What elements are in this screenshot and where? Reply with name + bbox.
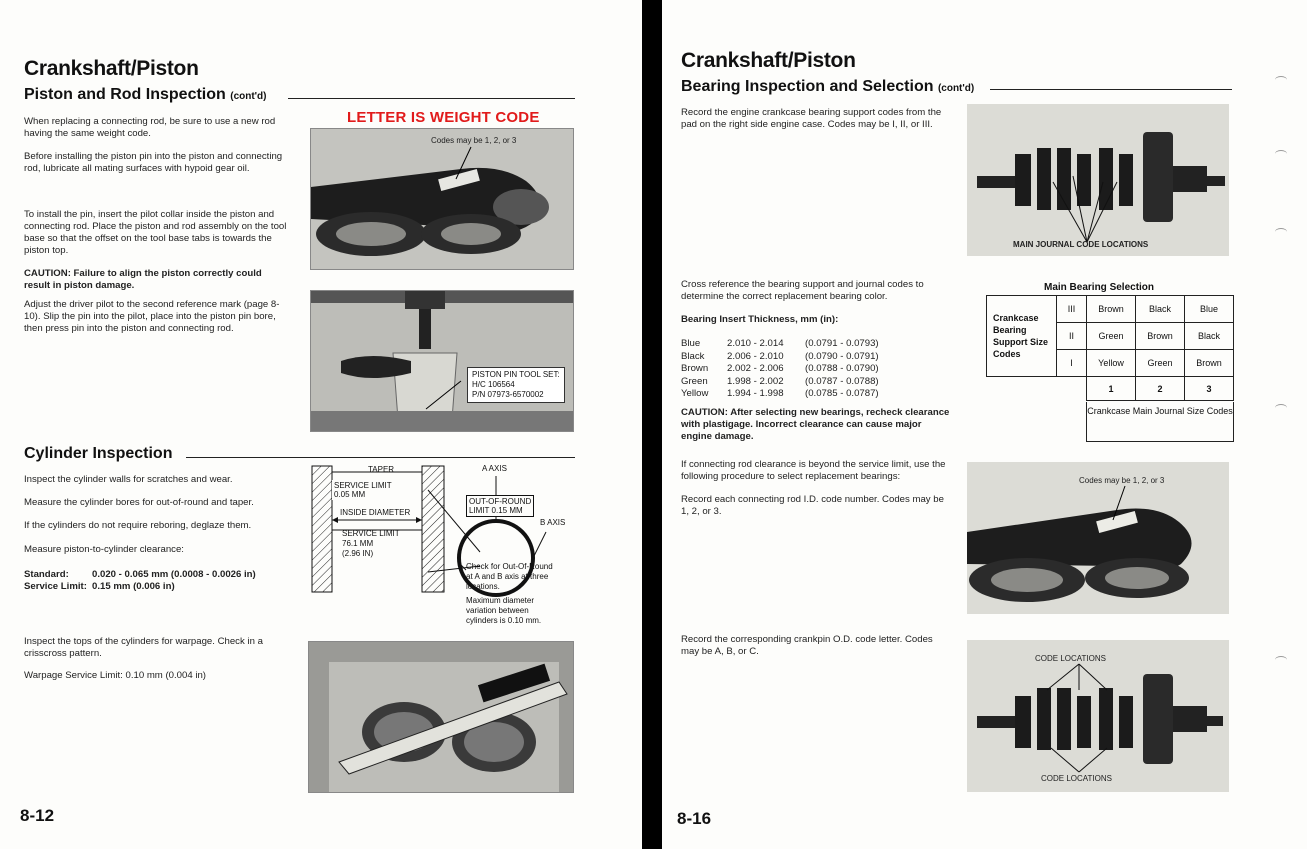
para-driver-pilot: Adjust the driver pilot to the second reference mark (page 8-10). Slip the pin into the pilot, place into the piston pin bore, then press pin into the piston and connecting rod. (24, 299, 280, 334)
para-rod-id-code: Record each connecting rod I.D. code number. Codes may be 1, 2, or 3. (681, 494, 944, 517)
para-rod-replace: When replacing a connecting rod, be sure to use a new rod having the same weight code. (24, 116, 276, 139)
warpage-check-image (309, 642, 574, 793)
journal-code: 1 (1087, 377, 1136, 401)
para-deglaze: If the cylinders do not require reboring, deglaze them. (24, 520, 252, 531)
rod-code-caption: Codes may be 1, 2, or 3 (1079, 476, 1165, 485)
support-codes-header: Crankcase Bearing Support Size Codes (987, 296, 1057, 377)
main-bearing-table (986, 295, 1234, 401)
section-heading-bearing: Bearing Inspection and Selection (cont'd) (681, 78, 975, 95)
para-lubricate: Before installing the piston pin into the piston and connecting rod, lubricate all mating surfaces with hypoid gear oil. (24, 151, 283, 174)
right-page (662, 0, 1307, 849)
left-page-number: 8-12 (20, 806, 55, 825)
para-rod-clearance: If connecting rod clearance is beyond the service limit, use the following procedure to select replacement bearings: (681, 459, 946, 482)
main-journal-code-label: MAIN JOURNAL CODE LOCATIONS (1013, 240, 1149, 249)
inside-diameter-label: INSIDE DIAMETER (340, 508, 411, 517)
bearing-cell: Green (1136, 350, 1185, 377)
weight-code-caption: Codes may be 1, 2, or 3 (431, 136, 517, 145)
left-page-title: Crankshaft/Piston (24, 57, 199, 80)
bearing-cell: Green (1087, 323, 1136, 350)
table-title: Main Bearing Selection (1044, 282, 1155, 293)
out-of-round-label: OUT-OF-ROUND LIMIT 0.15 MM (466, 495, 534, 517)
weight-code-banner: LETTER IS WEIGHT CODE (347, 109, 540, 126)
thickness-row: Yellow 1.994 - 1.998 (0.0785 - 0.0787) (681, 388, 879, 399)
piston-pin-tool-photo (310, 290, 574, 432)
para-cylinder-bores: Measure the cylinder bores for out-of-round and taper. (24, 497, 254, 508)
standard-label: Standard: (24, 569, 69, 580)
crankshaft-image (967, 104, 1229, 256)
service-limit-a: SERVICE LIMIT 0.05 MM (334, 481, 392, 499)
warpage-limit: Warpage Service Limit: 0.10 mm (0.004 in) (24, 670, 206, 681)
code-locations-bottom: CODE LOCATIONS (1041, 774, 1112, 783)
caution-align: CAUTION: Failure to align the piston correctly could result in piston damage. (24, 268, 262, 291)
thickness-row: Black 2.006 - 2.010 (0.0790 - 0.0791) (681, 350, 879, 362)
para-clearance: Measure piston-to-cylinder clearance: (24, 544, 184, 555)
support-code: II (1057, 323, 1087, 350)
max-diameter-note: Maximum diameter variation between cylinders is 0.10 mm. (466, 596, 542, 625)
edge-mark (1275, 150, 1287, 158)
journal-codes-caption: Crankcase Main Journal Size Codes (1086, 402, 1234, 442)
thickness-heading: Bearing Insert Thickness, mm (in): (681, 314, 839, 325)
bearing-cell: Blue (1185, 296, 1234, 323)
connecting-rod-photo (310, 128, 574, 270)
crankpin-photo (967, 640, 1229, 792)
journal-code-row (987, 377, 1234, 401)
bearing-cell: Yellow (1087, 350, 1136, 377)
service-limit-value: 0.15 mm (0.006 in) (92, 581, 175, 592)
a-axis-label: A AXIS (482, 464, 507, 473)
piston-pin-tool-image (311, 291, 574, 432)
edge-mark (1275, 228, 1287, 236)
right-page-title: Crankshaft/Piston (681, 49, 856, 72)
bearing-cell: Brown (1087, 296, 1136, 323)
right-page-number: 8-16 (677, 809, 712, 828)
support-code: III (1057, 296, 1087, 323)
bearing-cell: Brown (1136, 323, 1185, 350)
warpage-check-photo (308, 641, 574, 793)
para-warpage: Inspect the tops of the cylinders for warpage. Check in a crisscross pattern. (24, 636, 263, 659)
left-page (0, 0, 642, 849)
thickness-row: Blue 2.010 - 2.014 (0.0791 - 0.0793) (681, 338, 879, 349)
section-heading-cylinder: Cylinder Inspection (24, 445, 173, 462)
heading-rule (288, 98, 575, 99)
para-crankpin-code: Record the corresponding crankpin O.D. code letter. Codes may be A, B, or C. (681, 634, 933, 657)
thickness-row: Green 1.998 - 2.002 (0.0787 - 0.0788) (681, 375, 879, 387)
bearing-cell: Brown (1185, 350, 1234, 377)
edge-mark (1275, 656, 1287, 664)
table-row (987, 296, 1234, 323)
para-install-pin: To install the pin, insert the pilot collar inside the piston and connecting rod. Place the piston and rod assembly on the tool base so that the offset on the tool base tabs is towards the piston top. (24, 209, 287, 256)
service-limit-b: SERVICE LIMIT 76.1 MM (2.96 IN) (342, 529, 400, 558)
heading-rule-bearing (990, 89, 1232, 90)
caution-plastigage: CAUTION: After selecting new bearings, recheck clearance with plastigage. Incorrect clearance can cause major engine damage. (681, 407, 950, 442)
para-cross-reference: Cross reference the bearing support and journal codes to determine the correct replacement bearing color. (681, 279, 924, 302)
service-limit-label: Service Limit: (24, 581, 87, 592)
bearing-cell: Black (1185, 323, 1234, 350)
support-code: I (1057, 350, 1087, 377)
edge-mark (1275, 76, 1287, 84)
heading-rule-cylinder (186, 457, 575, 458)
standard-value: 0.020 - 0.065 mm (0.0008 - 0.0026 in) (92, 569, 256, 580)
journal-code: 3 (1185, 377, 1234, 401)
para-cylinder-walls: Inspect the cylinder walls for scratches and wear. (24, 474, 233, 485)
para-support-codes: Record the engine crankcase bearing support codes from the pad on the right side engine case. Codes may be I, II, or III. (681, 107, 942, 130)
connecting-rod-code-photo (967, 462, 1229, 614)
tool-set-caption: PISTON PIN TOOL SET: H/C 106564 P/N 07973-6570002 (467, 367, 565, 403)
cylinder-diagram (308, 462, 578, 632)
taper-label: TAPER (368, 465, 395, 474)
connecting-rod-image (311, 129, 574, 270)
section-heading-piston-rod: Piston and Rod Inspection (cont'd) (24, 86, 267, 103)
edge-mark (1275, 404, 1287, 412)
out-of-round-check-note: Check for Out-Of-Round at A and B axis at three locations. (466, 562, 553, 591)
thickness-row: Brown 2.002 - 2.006 (0.0788 - 0.0790) (681, 363, 879, 374)
code-locations-top: CODE LOCATIONS (1035, 654, 1106, 663)
journal-code: 2 (1136, 377, 1185, 401)
thickness-list (681, 338, 895, 401)
bearing-cell: Black (1136, 296, 1185, 323)
b-axis-label: B AXIS (540, 518, 566, 527)
crankshaft-photo (967, 104, 1229, 256)
